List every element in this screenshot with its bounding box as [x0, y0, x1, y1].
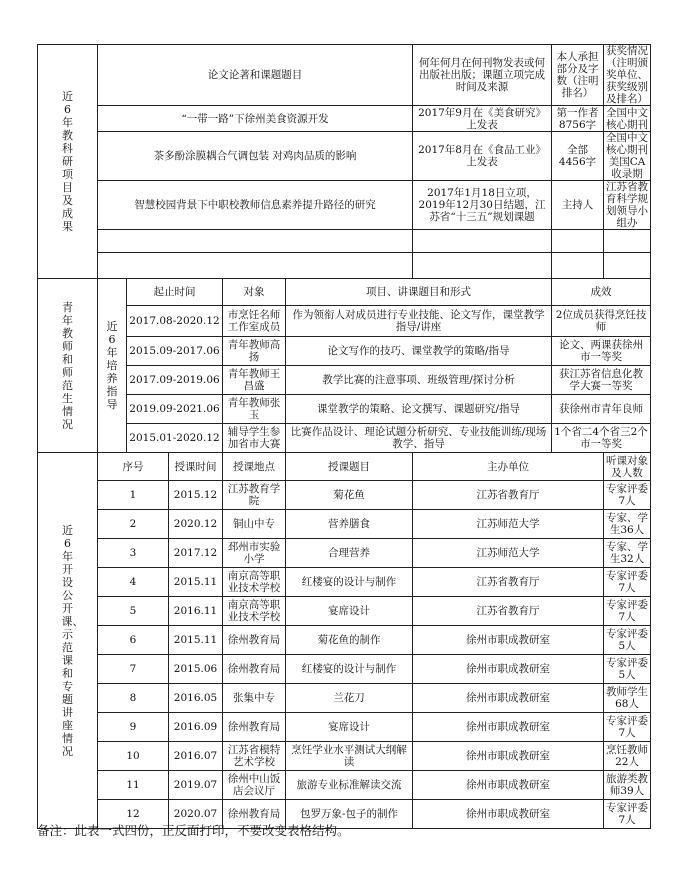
table-row	[38, 337, 651, 366]
table-row	[38, 106, 651, 132]
lecture-venue: 南京高等职业技术学校	[223, 568, 286, 597]
lecture-audience: 专家、学生32人	[604, 539, 651, 568]
lecture-audience: 专家评委5人	[604, 655, 651, 684]
research-title: 茶多酚涂膜耦合气调包装 对鸡肉品质的影响	[98, 132, 413, 181]
lectures-header-venue: 授课地点	[223, 453, 286, 481]
lecture-topic: 旅游专业标准解读交流	[286, 771, 413, 800]
training-content: 课堂教学的策略、论文撰写、课题研究/指导	[286, 395, 552, 424]
lectures-header-topic: 授课题目	[286, 453, 413, 481]
lectures-header-audience: 听课对象及人数	[604, 453, 651, 481]
training-section-label: 青年教师和师范生情况	[38, 279, 98, 453]
lecture-topic: 宴席设计	[286, 597, 413, 626]
form-table	[37, 44, 651, 829]
training-period: 2017.08-2020.12	[127, 306, 223, 337]
lecture-organizer: 徐州市职成教研室	[413, 771, 604, 800]
lecture-index: 6	[98, 626, 169, 655]
research-role	[552, 253, 604, 279]
training-header-result: 成效	[552, 279, 651, 306]
research-role: 第一作者8756字	[552, 106, 604, 132]
lecture-venue: 徐州中山饭店会议厅	[223, 771, 286, 800]
lecture-index: 9	[98, 713, 169, 742]
lecture-audience: 专家评委7人	[604, 713, 651, 742]
research-publication: 2017年1月18日立项，2019年12月30日结题，江苏省“十三五”规划课题	[413, 181, 552, 230]
lecture-index: 7	[98, 655, 169, 684]
lecture-organizer: 江苏省教育厅	[413, 568, 604, 597]
research-header-award: 获奖情况（注明颁奖单位、获奖级别及排名）	[604, 45, 651, 106]
lecture-venue: 南京高等职业技术学校	[223, 597, 286, 626]
training-sub-label: 近6年培养指导	[98, 279, 127, 453]
lecture-date: 2016.07	[169, 742, 223, 771]
training-result: 论文、两课获徐州市一等奖	[552, 337, 651, 366]
lecture-audience: 专家评委7人	[604, 597, 651, 626]
lecture-audience: 专家评委7人	[604, 800, 651, 829]
training-header-content: 项目、讲课题目和形式	[286, 279, 552, 306]
lecture-venue: 徐州教育局	[223, 626, 286, 655]
table-row	[38, 253, 651, 279]
lecture-audience: 专家评委7人	[604, 568, 651, 597]
lecture-topic: 菊花鱼的制作	[286, 626, 413, 655]
table-row	[38, 655, 651, 684]
table-row	[38, 510, 651, 539]
table-row	[38, 713, 651, 742]
lecture-topic: 菊花鱼	[286, 481, 413, 510]
lecture-date: 2016.05	[169, 684, 223, 713]
lecture-venue: 邳州市实验小学	[223, 539, 286, 568]
lecture-topic: 烹饪学业水平测试大纲解读	[286, 742, 413, 771]
research-award: 全国中文核心期刊美国CA收录期	[604, 132, 651, 181]
lecture-date: 2015.12	[169, 481, 223, 510]
research-award: 全国中文核心期刊	[604, 106, 651, 132]
lecture-date: 2015.11	[169, 568, 223, 597]
lecture-date: 2019.07	[169, 771, 223, 800]
table-row	[38, 626, 651, 655]
lecture-organizer: 徐州市职成教研室	[413, 626, 604, 655]
lecture-audience: 教师学生68人	[604, 684, 651, 713]
training-content: 教学比赛的注意事项、班级管理/探讨分析	[286, 366, 552, 395]
training-content: 作为领衔人对成员进行专业技能、论文写作，课堂教学指导/讲座	[286, 306, 552, 337]
lecture-index: 3	[98, 539, 169, 568]
table-row	[38, 568, 651, 597]
research-publication: 2017年9月在《美食研究》上发表	[413, 106, 552, 132]
research-publication: 2017年8月在《食品工业》上发表	[413, 132, 552, 181]
training-target: 青年教师王昌盛	[223, 366, 286, 395]
research-role: 全部 4456字	[552, 132, 604, 181]
lecture-venue: 徐州教育局	[223, 800, 286, 829]
training-result: 获徐州市青年良师	[552, 395, 651, 424]
training-target: 辅导学生参加省市大赛	[223, 424, 286, 453]
research-title: “一带一路”下徐州美食资源开发	[98, 106, 413, 132]
lecture-date: 2016.09	[169, 713, 223, 742]
lecture-venue: 江苏教育学院	[223, 481, 286, 510]
table-row	[38, 684, 651, 713]
lecture-organizer: 江苏省教育厅	[413, 597, 604, 626]
training-header-period: 起止时间	[127, 279, 223, 306]
lecture-index: 5	[98, 597, 169, 626]
lecture-audience: 专家、学生36人	[604, 510, 651, 539]
lecture-index: 4	[98, 568, 169, 597]
lecture-organizer: 江苏师范大学	[413, 539, 604, 568]
lectures-header-row	[38, 453, 651, 481]
research-publication	[413, 253, 552, 279]
lecture-index: 12	[98, 800, 169, 829]
table-row	[38, 230, 651, 253]
table-row	[38, 481, 651, 510]
lecture-organizer: 徐州市职成教研室	[413, 655, 604, 684]
table-row	[38, 771, 651, 800]
research-header-role: 本人承担部分及字数（注明排名）	[552, 45, 604, 106]
lecture-audience: 专家评委7人	[604, 481, 651, 510]
lecture-date: 2016.11	[169, 597, 223, 626]
research-award	[604, 253, 651, 279]
training-result: 获江苏省信息化教学大赛一等奖	[552, 366, 651, 395]
research-publication	[413, 230, 552, 253]
training-content: 论文写作的技巧、课堂教学的策略/指导	[286, 337, 552, 366]
lecture-index: 8	[98, 684, 169, 713]
research-award	[604, 230, 651, 253]
table-row	[38, 132, 651, 181]
lecture-date: 2017.12	[169, 539, 223, 568]
table-row	[38, 395, 651, 424]
research-header-publication: 何年何月在何刊物发表或何出版社出版；课题立项完成时间及来源	[413, 45, 552, 106]
training-period: 2015.01-2020.12	[127, 424, 223, 453]
lecture-date: 2020.12	[169, 510, 223, 539]
record-form	[37, 44, 650, 829]
lectures-header-organizer: 主办单位	[413, 453, 604, 481]
table-row	[38, 366, 651, 395]
lecture-venue: 徐州教育局	[223, 655, 286, 684]
lecture-topic: 兰花刀	[286, 684, 413, 713]
lecture-organizer: 徐州市职成教研室	[413, 684, 604, 713]
lecture-audience: 旅游类教师39人	[604, 771, 651, 800]
lecture-audience: 专家评委5人	[604, 626, 651, 655]
training-target: 青年教师高扬	[223, 337, 286, 366]
lecture-index: 11	[98, 771, 169, 800]
lecture-venue: 张集中专	[223, 684, 286, 713]
training-header-row	[38, 279, 651, 306]
research-header-title: 论文论著和课题题目	[98, 45, 413, 106]
lecture-topic: 红楼宴的设计与制作	[286, 655, 413, 684]
lecture-topic: 宴席设计	[286, 713, 413, 742]
training-period: 2019.09-2021.06	[127, 395, 223, 424]
lecture-audience: 烹饪教师22人	[604, 742, 651, 771]
lecture-topic: 营养膳食	[286, 510, 413, 539]
lecture-date: 2015.06	[169, 655, 223, 684]
training-result: 2位成员获得烹饪技师	[552, 306, 651, 337]
lecture-topic: 红楼宴的设计与制作	[286, 568, 413, 597]
research-role	[552, 230, 604, 253]
training-content: 比赛作品设计、理论试题分析研究、专业技能训练/现场教学、指导	[286, 424, 552, 453]
training-period: 2015.09-2017.06	[127, 337, 223, 366]
table-row	[38, 539, 651, 568]
research-role: 主持人	[552, 181, 604, 230]
lecture-topic: 合理营养	[286, 539, 413, 568]
research-title	[98, 253, 413, 279]
lecture-index: 10	[98, 742, 169, 771]
training-target: 青年教师张玉	[223, 395, 286, 424]
research-section-label: 近6年教科研项目及成果	[38, 45, 98, 279]
lectures-header-date: 授课时间	[169, 453, 223, 481]
training-header-target: 对象	[223, 279, 286, 306]
table-row	[38, 424, 651, 453]
table-row	[38, 597, 651, 626]
training-target: 市烹饪名师工作室成员	[223, 306, 286, 337]
lecture-organizer: 徐州市职成教研室	[413, 742, 604, 771]
lecture-organizer: 江苏省教育厅	[413, 481, 604, 510]
lecture-venue: 铜山中专	[223, 510, 286, 539]
training-period: 2017.09-2019.06	[127, 366, 223, 395]
lecture-organizer: 江苏师范大学	[413, 510, 604, 539]
lecture-organizer: 徐州市职成教研室	[413, 800, 604, 829]
lecture-topic: 包罗万象-包子的制作	[286, 800, 413, 829]
research-award: 江苏省教育科学规划领导小组办	[604, 181, 651, 230]
research-title	[98, 230, 413, 253]
research-title: 智慧校园背景下中职校教师信息素养提升路径的研究	[98, 181, 413, 230]
lecture-index: 1	[98, 481, 169, 510]
research-header-row	[38, 45, 651, 106]
table-row	[38, 742, 651, 771]
lecture-venue: 徐州教育局	[223, 713, 286, 742]
table-row	[38, 181, 651, 230]
lecture-venue: 江苏省模特艺术学校	[223, 742, 286, 771]
lecture-index: 2	[98, 510, 169, 539]
lecture-date: 2015.11	[169, 626, 223, 655]
lecture-date: 2020.07	[169, 800, 223, 829]
training-result: 1个省二4个省三2个市一等奖	[552, 424, 651, 453]
table-row	[38, 306, 651, 337]
footer-note: 备注：此表一式四份，正反面打印，不要改变表格结构。	[37, 823, 350, 838]
lectures-section-label: 近6年开设公开课、示范课和专题讲座情况	[38, 453, 98, 829]
lecture-organizer: 徐州市职成教研室	[413, 713, 604, 742]
lectures-header-index: 序号	[98, 453, 169, 481]
